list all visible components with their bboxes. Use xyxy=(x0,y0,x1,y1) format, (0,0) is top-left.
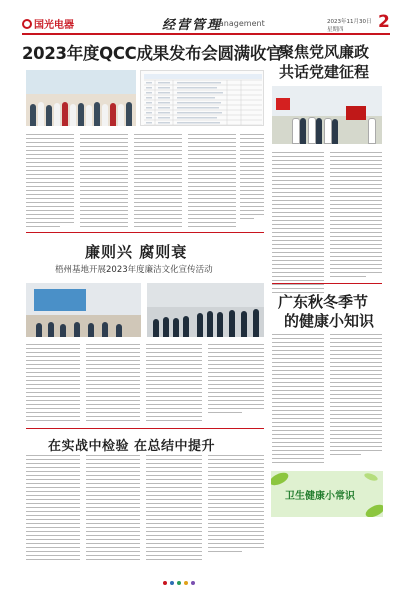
issue-weekday: 星期四 xyxy=(327,27,344,33)
projection-screen xyxy=(34,289,86,311)
integrity-subtitle: 梧州基地开展2023年度廉洁文化宣传活动 xyxy=(55,265,213,275)
party-headline-line-2: 共话党建征程 xyxy=(279,63,370,81)
integrity-headline: 廉则兴 腐则衰 xyxy=(85,243,188,261)
footer-dot xyxy=(184,581,188,585)
health-body-col-2 xyxy=(330,334,382,458)
party-flag-icon xyxy=(276,98,290,110)
logo-text: 国光电器 xyxy=(34,20,74,31)
practice-headline: 在实战中检验 在总结中提升 xyxy=(48,439,216,454)
practice-body-col-4 xyxy=(208,455,264,555)
health-headline-line-1: 广东秋冬季节 xyxy=(278,293,369,311)
practice-body-col-3 xyxy=(146,455,202,563)
health-tips-banner-text: 卫生健康小常识 xyxy=(285,491,355,502)
newspaper-logo xyxy=(22,16,74,31)
footer-dot xyxy=(170,581,174,585)
integrity-bottom-rule xyxy=(26,428,264,429)
page-header xyxy=(0,0,410,34)
qcc-body-col-1 xyxy=(26,134,74,230)
integrity-meeting-photo xyxy=(26,283,141,337)
health-tips-banner xyxy=(271,471,383,517)
practice-body-col-2 xyxy=(86,455,140,563)
qcc-body-col-2 xyxy=(80,134,128,230)
page-number: 2 xyxy=(378,12,390,32)
qcc-body-col-5 xyxy=(240,134,264,222)
footer-dot xyxy=(177,581,181,585)
footer-dot xyxy=(163,581,167,585)
qcc-results-table-image xyxy=(140,70,264,126)
practice-body-col-1 xyxy=(26,455,80,563)
party-body-col-1 xyxy=(272,152,324,296)
party-body-col-2 xyxy=(330,152,382,280)
section-brand-en: Management xyxy=(212,19,265,28)
integrity-body-col-3 xyxy=(146,344,202,424)
qcc-body-col-4 xyxy=(188,134,236,230)
qcc-bottom-rule xyxy=(26,232,264,233)
party-headline-line-1: 聚焦党风廉政 xyxy=(279,43,370,61)
issue-date: 2023年11月30日 xyxy=(327,19,372,25)
footer-color-dots xyxy=(163,570,198,576)
header-divider xyxy=(22,33,390,35)
party-group-photo xyxy=(272,86,382,144)
integrity-audience-photo xyxy=(147,283,264,337)
party-bottom-rule xyxy=(272,283,382,284)
health-headline-line-2: 的健康小知识 xyxy=(284,312,375,330)
section-brand: 经营管理 xyxy=(162,18,223,33)
logo-emblem-icon xyxy=(22,19,32,29)
qcc-headline: 2023年度QCC成果发布会圆满收官 xyxy=(22,44,283,63)
results-table-graphic xyxy=(141,71,264,126)
integrity-body-col-2 xyxy=(86,344,140,424)
integrity-body-col-4 xyxy=(208,344,264,416)
qcc-group-photo xyxy=(26,70,136,126)
integrity-body-col-1 xyxy=(26,344,80,424)
qcc-body-col-3 xyxy=(134,134,182,230)
footer-dot xyxy=(191,581,195,585)
health-body-col-1 xyxy=(272,334,324,466)
